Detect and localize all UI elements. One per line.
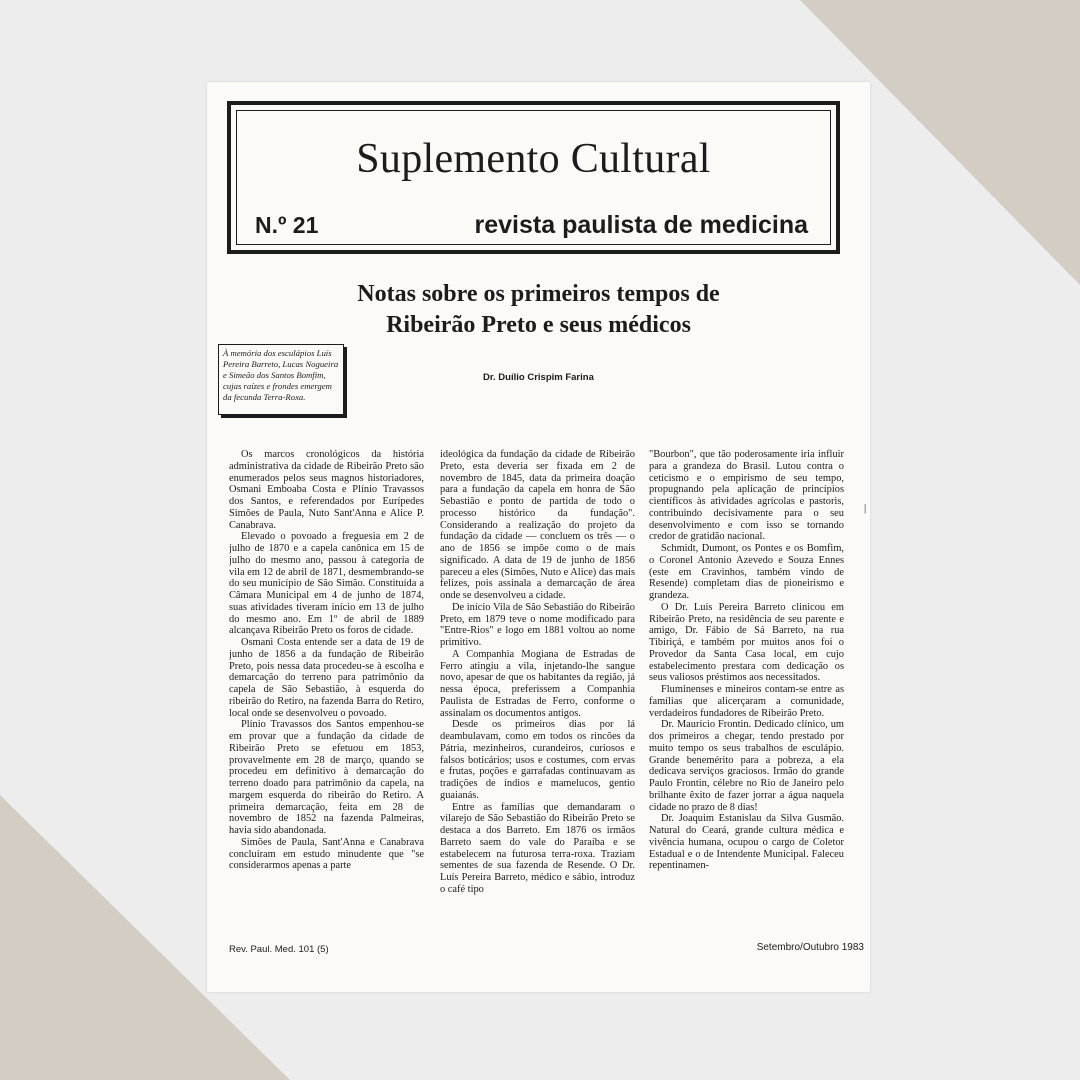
- article-title-line-1: Notas sobre os primeiros tempos de: [357, 281, 720, 307]
- article-title-line-2: Ribeirão Preto e seus médicos: [386, 312, 691, 338]
- paragraph: Simões de Paula, Sant'Anna e Canabrava concluíram em estudo minudente que "se considerarmos apenas a parte: [229, 836, 424, 872]
- paragraph: De início Vila de São Sebastião do Ribeirão Preto, em 1879 teve o nome modificado para "Entre-Rios" e logo em 1881 voltou ao nome primitivo.: [440, 601, 635, 648]
- supplement-title: Suplemento Cultural: [356, 136, 711, 182]
- paragraph: Dr. Joaquim Estanislau da Silva Gusmão. Natural do Ceará, grande cultura médica e vivência humana, ocupou o cargo de Coletor Estadual e o de Intendente Municipal. Faleceu repentinamen-: [649, 813, 844, 872]
- issue-number: N.º 21: [255, 212, 319, 238]
- paragraph: Schmidt, Dumont, os Pontes e os Bomfim, o Coronel Antonio Azevedo e Souza Ennes (este em Cravinhos, também vindo de Resende) completam dias de pioneirismo e grandeza.: [649, 543, 844, 601]
- paragraph: Plínio Travassos dos Santos empenhou-se em provar que a fundação da cidade de Ribeirão Preto se efetuou em 1853, provavelmente em 28 de março, quando se procedeu em definitivo à demarcação do terreno doado para patrimônio da capela, na margem esquerda do ribeirão do Retiro. A primeira demarcação, feita em 28 de novembro de 1852 na fazenda Palmeiras, havia sido abandonada.: [229, 719, 424, 836]
- paragraph: Os marcos cronológicos da história administrativa da cidade de Ribeirão Preto são enumerados pelos seus magnos historiadores, Osmani Emboaba Costa e Plínio Travassos dos Santos, e referendados por Eurípedes Simões de Paula, Nuto Sant'Anna e Alice P. Canabrava.: [229, 449, 424, 531]
- author-byline: Dr. Duílio Crispim Farina: [483, 372, 594, 383]
- paragraph: Desde os primeiros dias por lá deambulavam, como em todos os rincões da Pátria, mezinheiros, curandeiros, curiosos e falsos boticários; usos e costumes, com ervas e frutas, poções e garrafadas continuavam as tradições de índios e mamelucos, gentio guaianás.: [440, 719, 635, 801]
- margin-mark: |: [864, 502, 867, 514]
- article-title: [207, 279, 870, 341]
- paragraph: A Companhia Mogiana de Estradas de Ferro atingiu a vila, injetando-lhe sangue novo, apesar de que os habitantes da região, já nessa época, preferissem a Companhia Paulista de Estradas de Ferro, conforme o assinalam os documentos antigos.: [440, 648, 635, 719]
- document-page: [207, 82, 870, 992]
- text-column-1: [229, 449, 424, 941]
- paragraph: Fluminenses e mineiros contam-se entre as famílias que alicerçaram a comunidade, verdadeiros fundadores de Ribeirão Preto.: [649, 684, 844, 719]
- journal-name: revista paulista de medicina: [474, 211, 808, 239]
- text-column-2: [440, 449, 635, 941]
- paragraph: O Dr. Luís Pereira Barreto clinicou em Ribeirão Preto, na residência de seu parente e amigo, Dr. Fábio de Sá Barreto, na rua Tibiriçá, e também por muitos anos foi o Provedor da Santa Casa local, em cujo estabelecimento prestara com dedicação os seus valiosos préstimos aos necessitados.: [649, 601, 844, 684]
- paragraph: Elevado o povoado a freguesia em 2 de julho de 1870 e a capela canônica em 15 de julho do mesmo ano, passou à categoria de vila em 12 de abril de 1871, desmembrando-se do seu município de São Simão. Constituída a Câmara Municipal em 4 de junho de 1874, suas atividades tiveram início em 13 de julho do mesmo ano. Em 1º de abril de 1889 alcançava Ribeirão Preto os foros de cidade.: [229, 531, 424, 637]
- paragraph: "Bourbon", que tão poderosamente iria influir para a grandeza do Brasil. Lutou contra o ceticismo e o empirismo de seu tempo, propugnando pela aplicação de princípios científicos às atividades agrícolas e pastoris, contribuindo decisivamente para o seu desenvolvimento e com isso se tornando credor de gratidão nacional.: [649, 449, 844, 543]
- text-column-3: [649, 449, 844, 941]
- footer-citation: Rev. Paul. Med. 101 (5): [229, 944, 329, 955]
- paragraph: Dr. Maurício Frontin. Dedicado clínico, um dos primeiros a chegar, tendo prestado por muito tempo os seus trabalhos de esculápio. Grande benemérito para a pobreza, a ela dedicava serviços graciosos. Irmão do grande Paulo Frontin, célebre no Rio de Janeiro pelo brilhante êxito de fazer jorrar a água naquela cidade no prazo de 8 dias!: [649, 719, 844, 813]
- paragraph: ideológica da fundação da cidade de Ribeirão Preto, esta deveria ser fixada em 2 de novembro de 1845, data da primeira doação para a fundação da capela em honra de São Sebastião e ponto de partida de todo o processo histórico da fundação". Considerando a realização do projeto da fundação da cidade — concluem os três — o ano de 1856 se impõe como o de mais significado. A data de 19 de junho de 1856 pareceu a eles (Simões, Nuto e Alice) das mais felizes, pois assinala a demarcação de área onde se desenvolveu a cidade.: [440, 449, 635, 601]
- masthead: [227, 101, 840, 254]
- dedication-box: À memória dos esculápios Luís Pereira Barreto, Lucas Nogueira e Simeão dos Santos Bomfim, cujas raízes e frondes emergem da fecunda Terra-Roxa.: [218, 344, 344, 415]
- paragraph: Osmani Costa entende ser a data de 19 de junho de 1856 a da fundação de Ribeirão Preto, pois nessa data procedeu-se à escolha e demarcação do terreno para patrimônio da capela de São Sebastião, à esquerda do ribeirão do Retiro, na fazenda Barra do Retiro, local onde se desenvolveu o povoado.: [229, 637, 424, 719]
- footer-date: Setembro/Outubro 1983: [756, 942, 864, 953]
- masthead-frame: [236, 110, 831, 245]
- paragraph: Entre as famílias que demandaram o vilarejo de São Sebastião do Ribeirão Preto se destaca a dos Barreto. Em 1876 os irmãos Barreto saem do vale do Paraíba e se estabelecem na futurosa terra-roxa. Traziam sementes de sua fazenda de Resende. O Dr. Luís Pereira Barreto, médico e sábio, introduz o café tipo: [440, 801, 635, 895]
